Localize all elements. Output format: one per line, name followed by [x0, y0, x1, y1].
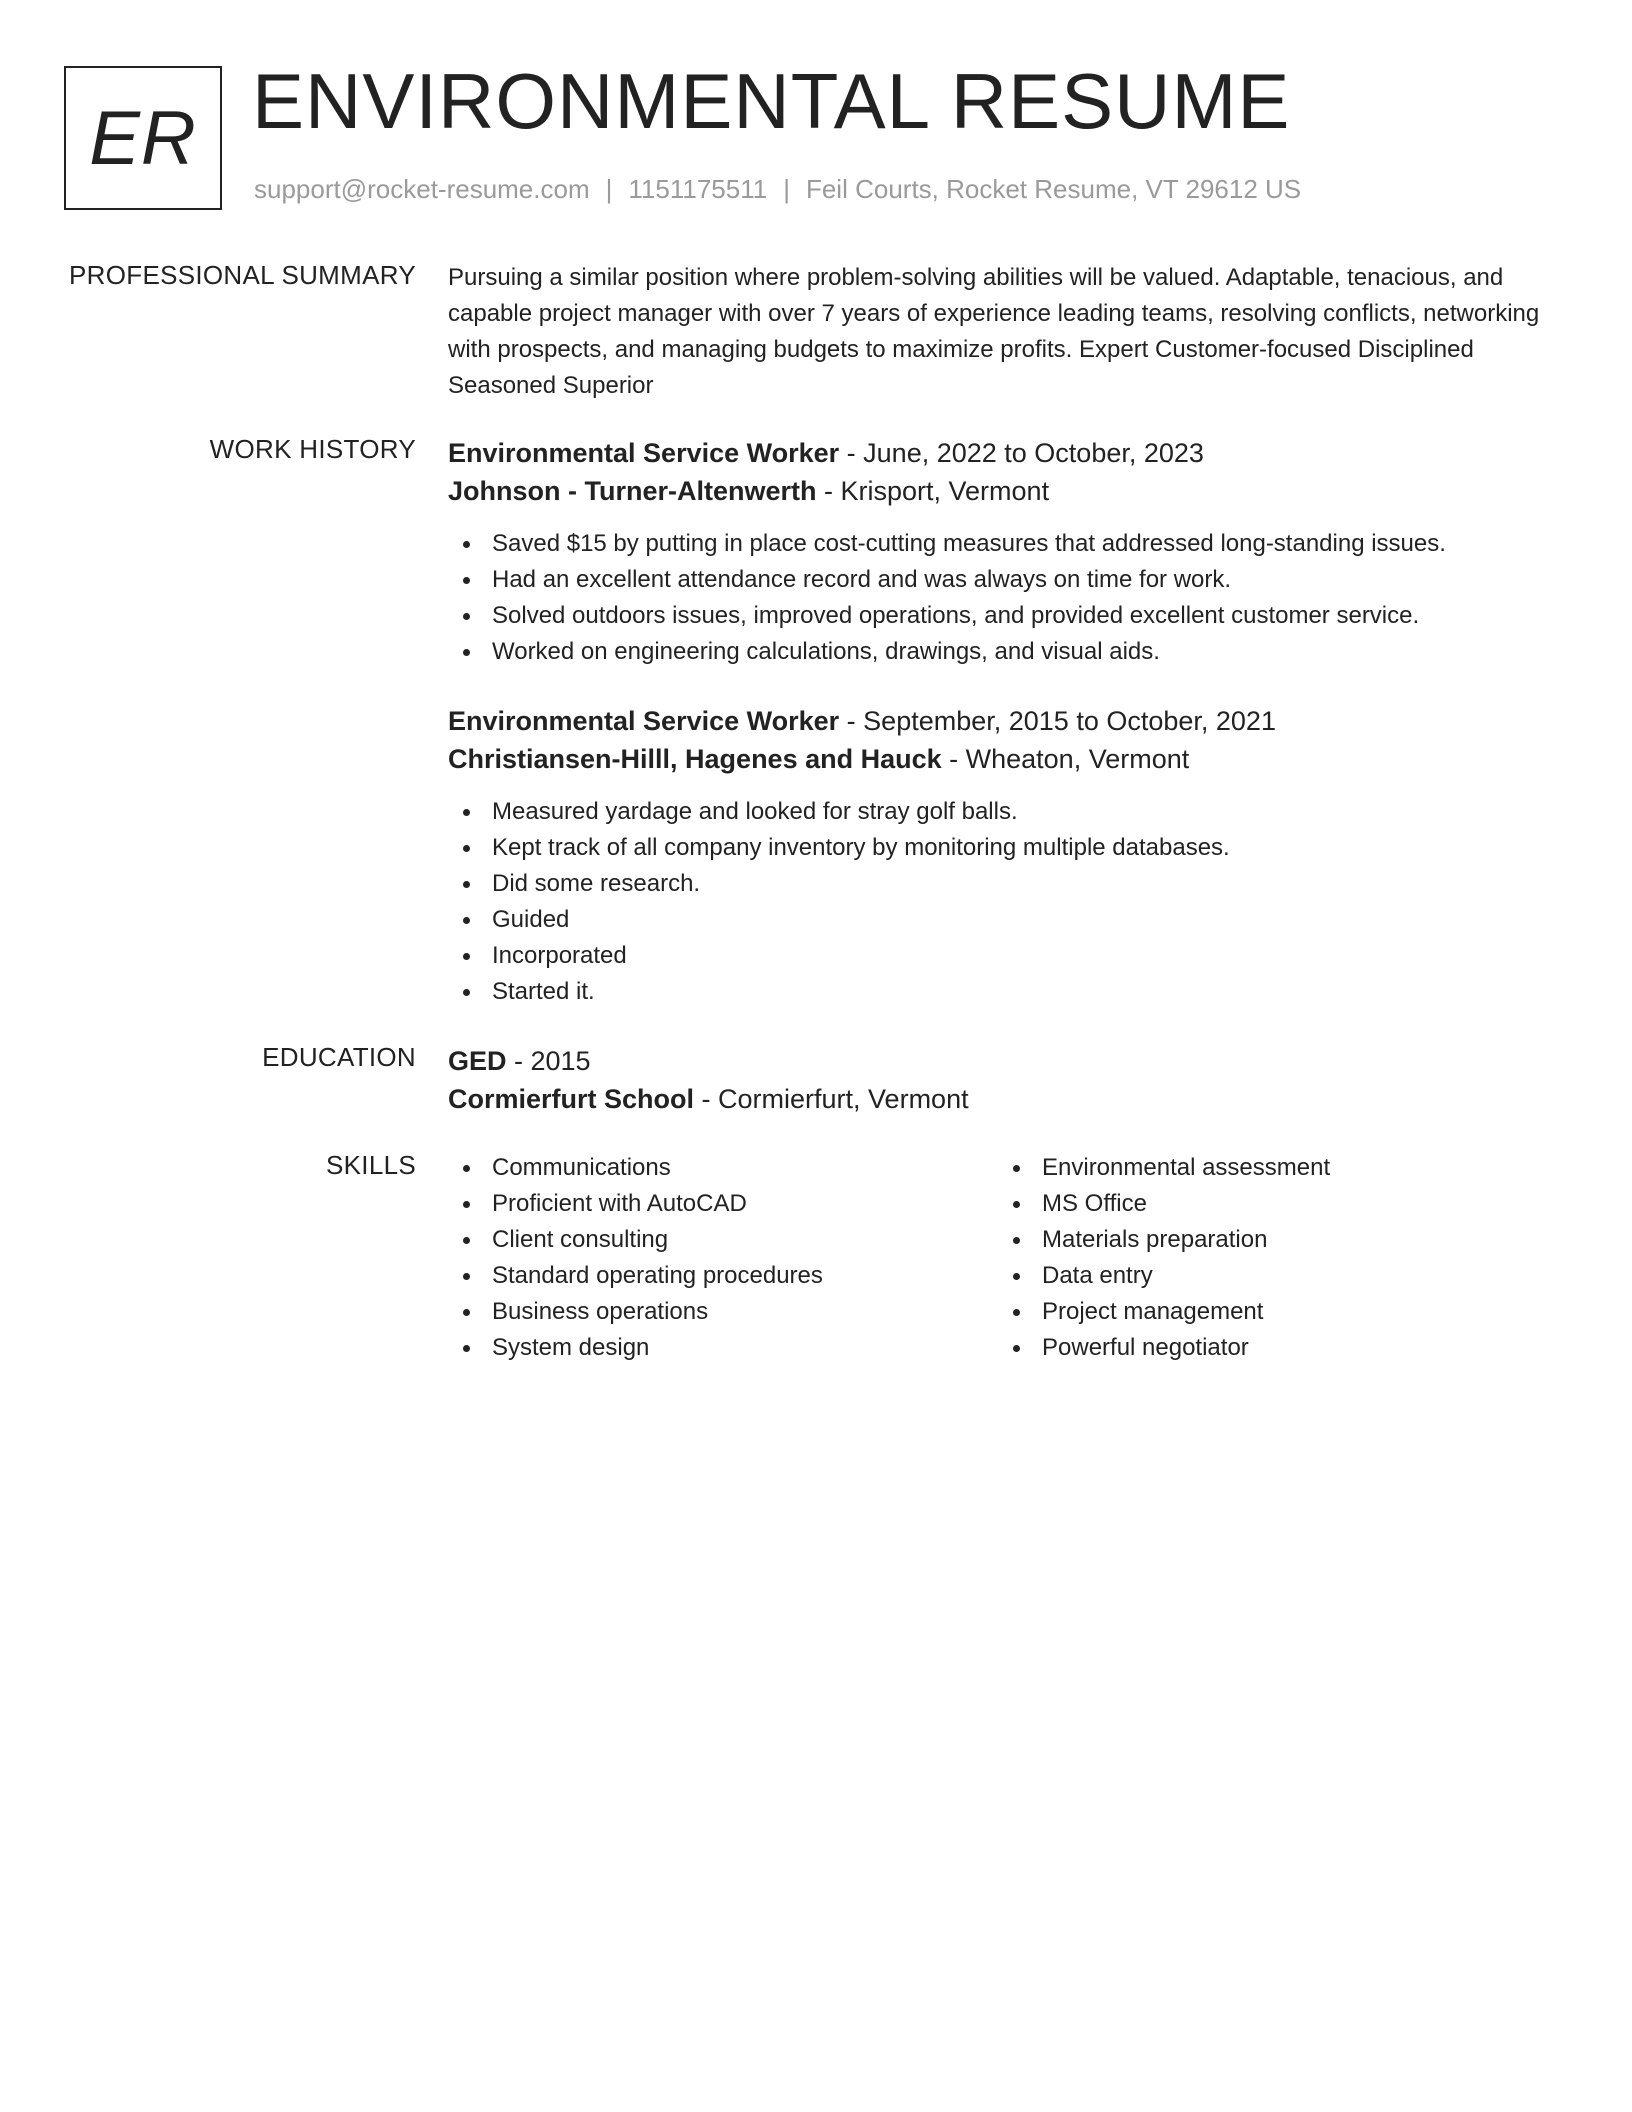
education-degree-line	[448, 1042, 1558, 1080]
job-title-line	[448, 702, 1558, 740]
list-item: Solved outdoors issues, improved operations, and provided excellent customer service.	[448, 598, 1558, 634]
list-item: Materials preparation	[998, 1222, 1548, 1258]
list-item: Incorporated	[448, 938, 1558, 974]
list-item: Project management	[998, 1294, 1548, 1330]
job-title: Environmental Service Worker	[448, 706, 840, 736]
skills-grid	[448, 1150, 1558, 1366]
job-bullets	[448, 794, 1558, 1010]
education-school-line	[448, 1080, 1558, 1118]
skills-body	[448, 1150, 1558, 1366]
list-item: Kept track of all company inventory by monitoring multiple databases.	[448, 830, 1558, 866]
list-item: Had an excellent attendance record and was always on time for work.	[448, 562, 1558, 598]
contact-separator: |	[783, 174, 790, 204]
list-item: Client consulting	[448, 1222, 998, 1258]
job-bullets	[448, 526, 1558, 670]
job-entry	[448, 702, 1558, 1010]
contact-phone: 1151175511	[628, 174, 768, 204]
list-item: Started it.	[448, 974, 1558, 1010]
job-company-line	[448, 740, 1558, 778]
section-label-work-history: WORK HISTORY	[209, 434, 416, 464]
contact-line	[254, 174, 1301, 205]
list-item: MS Office	[998, 1186, 1548, 1222]
contact-separator: |	[605, 174, 613, 204]
section-label-skills: SKILLS	[326, 1150, 416, 1180]
contact-email: support@rocket-resume.com	[254, 174, 590, 204]
skills-list-left	[448, 1150, 998, 1366]
list-item: Proficient with AutoCAD	[448, 1186, 998, 1222]
skills-list-right	[998, 1150, 1548, 1366]
list-item: Communications	[448, 1150, 998, 1186]
resume-name: ENVIRONMENTAL RESUME	[252, 57, 1291, 145]
education-school: Cormierfurt School	[448, 1084, 695, 1114]
list-item: Saved $15 by putting in place cost-cutting measures that addressed long-standing issues.	[448, 526, 1558, 562]
monogram-box	[64, 66, 222, 210]
monogram-initials: ER	[89, 95, 197, 181]
work-history-body	[448, 434, 1558, 1010]
education-degree: GED	[448, 1046, 507, 1076]
job-location: - Krisport, Vermont	[816, 476, 1050, 506]
job-entry	[448, 434, 1558, 670]
list-item: Powerful negotiator	[998, 1330, 1548, 1366]
list-item: Data entry	[998, 1258, 1548, 1294]
education-location: - Cormierfurt, Vermont	[694, 1084, 969, 1114]
job-company-line	[448, 472, 1558, 510]
section-label-education: EDUCATION	[262, 1042, 416, 1072]
job-location: - Wheaton, Vermont	[941, 744, 1190, 774]
job-dates: - June, 2022 to October, 2023	[839, 438, 1204, 468]
contact-address: Feil Courts, Rocket Resume, VT 29612 US	[805, 174, 1302, 204]
list-item: Measured yardage and looked for stray golf balls.	[448, 794, 1558, 830]
summary-text: Pursuing a similar position where problem-solving abilities will be valued. Adaptable, tenacious, and capable project manager with over 7 years of experience leading teams, resolving conflicts, networking with prospects, and managing budgets to maximize profits. Expert Customer-focused Disciplined Seasoned Superior	[448, 264, 1540, 399]
list-item: Worked on engineering calculations, drawings, and visual aids.	[448, 634, 1558, 670]
list-item: Business operations	[448, 1294, 998, 1330]
list-item: System design	[448, 1330, 998, 1366]
education-body	[448, 1042, 1558, 1118]
job-title-line	[448, 434, 1558, 472]
section-label-summary: PROFESSIONAL SUMMARY	[69, 260, 416, 290]
list-item: Standard operating procedures	[448, 1258, 998, 1294]
education-year: - 2015	[506, 1046, 591, 1076]
job-title: Environmental Service Worker	[448, 438, 840, 468]
list-item: Did some research.	[448, 866, 1558, 902]
job-company: Johnson - Turner-Altenwerth	[448, 476, 817, 506]
job-company: Christiansen-Hilll, Hagenes and Hauck	[448, 744, 942, 774]
list-item: Environmental assessment	[998, 1150, 1548, 1186]
list-item: Guided	[448, 902, 1558, 938]
summary-body	[448, 260, 1558, 404]
job-dates: - September, 2015 to October, 2021	[839, 706, 1276, 736]
